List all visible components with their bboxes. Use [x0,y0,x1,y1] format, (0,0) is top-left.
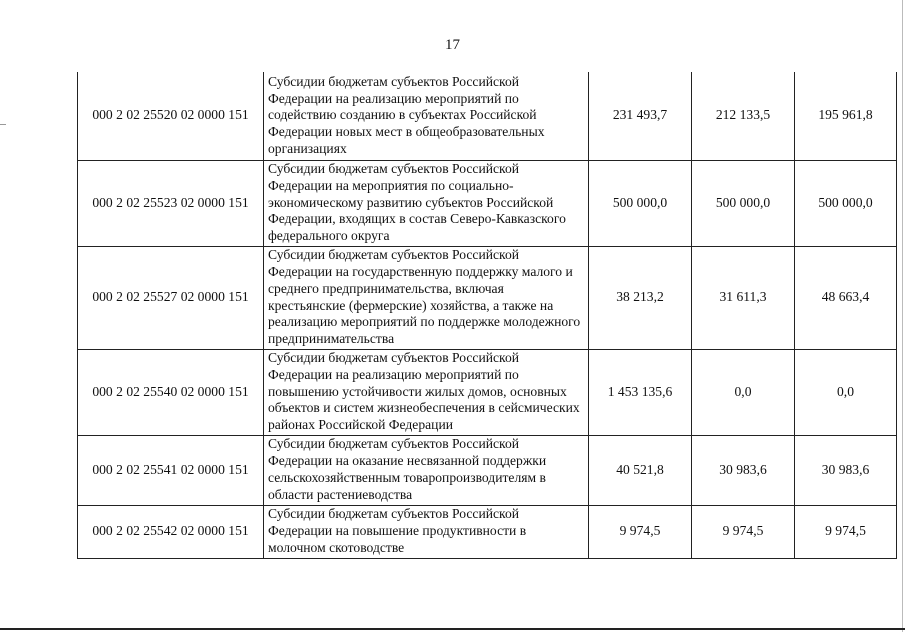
table-row [78,72,897,160]
table-row [78,435,897,505]
subsidy-description: Субсидии бюджетам субъектов Российской Федерации на повышение продуктивности в молочном скотоводстве [264,505,589,558]
scan-edge-line [902,0,903,632]
amount-year-2: 0,0 [692,349,795,435]
scan-bottom-edge [0,628,905,630]
amount-year-3: 9 974,5 [795,505,897,558]
amount-year-3: 195 961,8 [795,72,897,160]
amount-year-1: 40 521,8 [589,435,692,505]
amount-year-1: 38 213,2 [589,246,692,349]
budget-code: 000 2 02 25540 02 0000 151 [78,349,264,435]
subsidy-description: Субсидии бюджетам субъектов Российской Федерации на реализацию мероприятий по повышению устойчивости жилых домов, основных объектов и систем жизнеобеспечения в сейсмических районах Российской Федерации [264,349,589,435]
subsidy-description: Субсидии бюджетам субъектов Российской Федерации на государственную поддержку малого и среднего предпринимательства, включая крестьянские (фермерские) хозяйства, а также на реализацию мероприятий по поддержке молодежного предпринимательства [264,246,589,349]
margin-mark [0,124,6,125]
subsidy-description: Субсидии бюджетам субъектов Российской Федерации на мероприятия по социально-экономическому развитию субъектов Российской Федерации, входящих в состав Северо-Кавказского федерального округа [264,160,589,246]
budget-code: 000 2 02 25541 02 0000 151 [78,435,264,505]
budget-code: 000 2 02 25527 02 0000 151 [78,246,264,349]
amount-year-1: 9 974,5 [589,505,692,558]
amount-year-1: 1 453 135,6 [589,349,692,435]
amount-year-3: 0,0 [795,349,897,435]
budget-code: 000 2 02 25520 02 0000 151 [78,72,264,160]
table-row [78,160,897,246]
amount-year-2: 31 611,3 [692,246,795,349]
amount-year-2: 212 133,5 [692,72,795,160]
amount-year-2: 9 974,5 [692,505,795,558]
amount-year-3: 48 663,4 [795,246,897,349]
table-row [78,505,897,558]
amount-year-2: 500 000,0 [692,160,795,246]
budget-table [77,72,897,559]
amount-year-3: 30 983,6 [795,435,897,505]
page-number: 17 [445,37,460,53]
table-row [78,349,897,435]
budget-code: 000 2 02 25542 02 0000 151 [78,505,264,558]
amount-year-2: 30 983,6 [692,435,795,505]
budget-code: 000 2 02 25523 02 0000 151 [78,160,264,246]
subsidy-description: Субсидии бюджетам субъектов Российской Федерации на реализацию мероприятий по содействию созданию в субъектах Российской Федерации новых мест в общеобразовательных организациях [264,72,589,160]
amount-year-1: 500 000,0 [589,160,692,246]
amount-year-3: 500 000,0 [795,160,897,246]
amount-year-1: 231 493,7 [589,72,692,160]
subsidy-description: Субсидии бюджетам субъектов Российской Федерации на оказание несвязанной поддержки сельскохозяйственным товаропроизводителям в области растениеводства [264,435,589,505]
table-row [78,246,897,349]
